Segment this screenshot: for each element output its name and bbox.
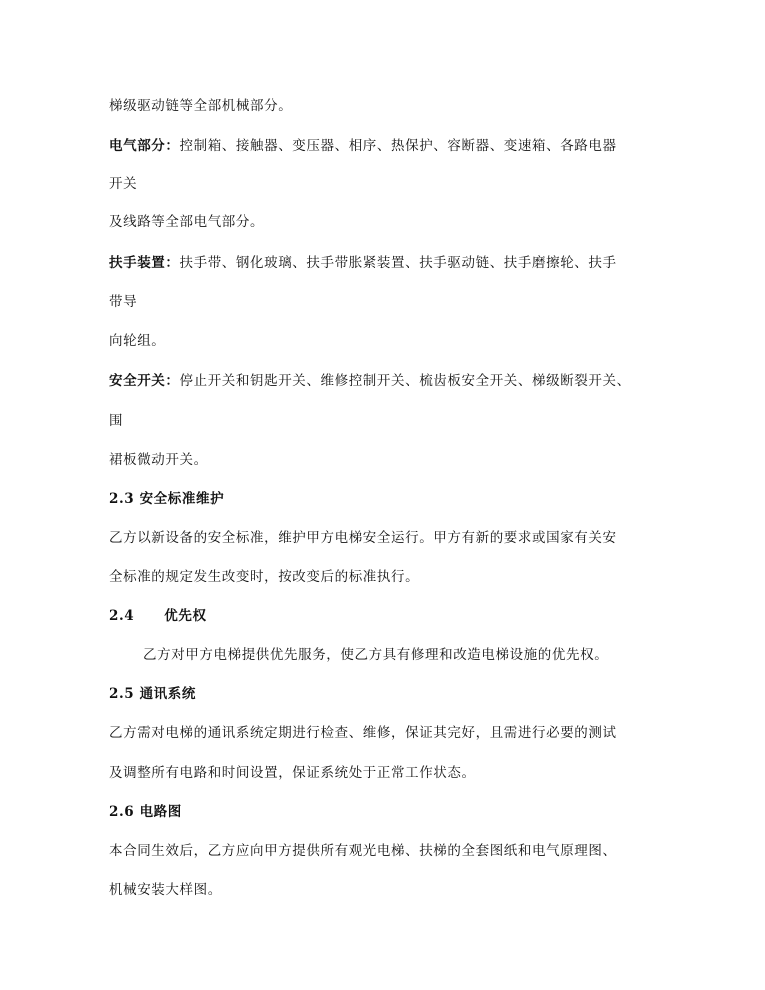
section-2-4-para-1: 乙方对甲方电梯提供优先服务，使乙方具有修理和改造电梯设施的优先权。: [143, 647, 609, 663]
section-2-5-para-2: 及调整所有电路和时间设置，保证系统处于正常工作状态。: [109, 765, 476, 781]
safety-switch-text-1: 停止开关和钥匙开关、维修控制开关、梳齿板安全开关、梯级断裂开关、: [179, 373, 631, 389]
handrail-text-1: 扶手带、钢化玻璃、扶手带胀紧装置、扶手驱动链、扶手磨擦轮、扶手: [179, 255, 617, 271]
section-2-6-heading: 2.6 电路图: [109, 804, 182, 820]
section-2-3-para-2: 全标准的规定发生改变时，按改变后的标准执行。: [109, 569, 420, 585]
safety-switch-text-3: 裙板微动开关。: [109, 452, 208, 468]
electrical-line-1: [109, 136, 659, 156]
electrical-text-2: 开关: [109, 176, 138, 192]
handrail-text-3: 向轮组。: [109, 333, 166, 349]
section-2-4-number: 2.4: [109, 608, 135, 624]
section-2-6-para-1: 本合同生效后，乙方应向甲方提供所有观光电梯、扶梯的全套图纸和电气原理图、: [109, 843, 617, 859]
section-2-4-title: 优先权: [164, 608, 207, 624]
handrail-line-1: [109, 253, 659, 273]
safety-switch-line-1: [109, 371, 659, 391]
handrail-text-2: 带导: [109, 294, 138, 310]
electrical-text-1: 控制箱、接触器、变压器、相序、热保护、容断器、变速箱、各路电器: [179, 138, 617, 154]
safety-switch-label: 安全开关：: [109, 373, 180, 389]
electrical-text-3: 及线路等全部电气部分。: [109, 214, 265, 230]
section-2-5-heading: 2.5 通讯系统: [109, 686, 196, 702]
section-2-3-para-1: 乙方以新设备的安全标准，维护甲方电梯安全运行。甲方有新的要求或国家有关安: [109, 530, 617, 546]
electrical-label: 电气部分：: [109, 138, 180, 154]
handrail-label: 扶手装置：: [109, 255, 180, 271]
section-2-3-heading: 2.3 安全标准维护: [109, 491, 225, 507]
section-2-4-heading: [109, 606, 659, 626]
safety-switch-text-2: 围: [109, 413, 124, 429]
section-2-6-para-2: 机械安装大样图。: [109, 882, 222, 898]
section-2-5-para-1: 乙方需对电梯的通讯系统定期进行检查、维修，保证其完好，且需进行必要的测试: [109, 725, 617, 741]
mechanical-tail-text: 梯级驱动链等全部机械部分。: [109, 98, 293, 114]
